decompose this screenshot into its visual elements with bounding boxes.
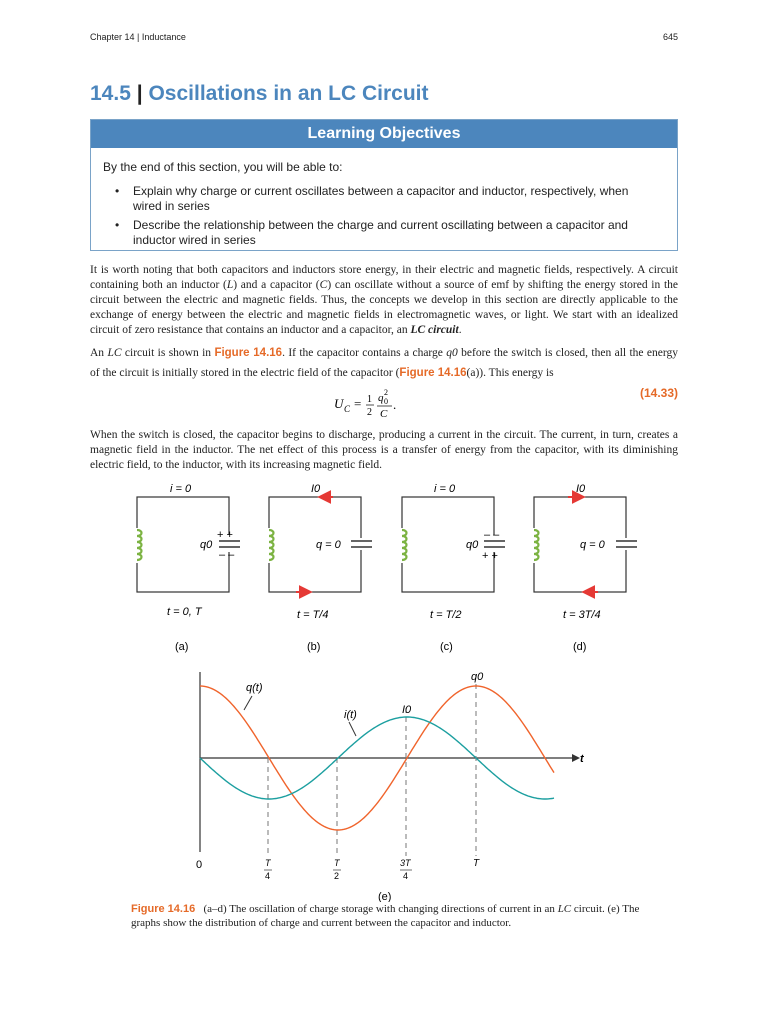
tick-label-3q-den: 4 (403, 871, 409, 881)
equation-render (334, 388, 414, 422)
i0-peak-label: I0 (402, 704, 412, 716)
section-number: 14.5 (90, 82, 131, 105)
panel-label-b: (b) (307, 641, 321, 653)
text-span: ) can oscillate without a source of emf by shifting the energy stored in the circuit between the electric and magnetic fields. Thus, the concepts we develop in this section are directly applicable to the exchange of energy between the electric and magnetic fields in electromagnetic waves, or light. We start with an idealized circuit of zero resistance that contains an inductor and a capacitor, an (90, 279, 678, 336)
circuit-b-side-label: q = 0 (316, 539, 341, 551)
tick-label-3q-num: 3T (400, 858, 411, 868)
eq-frac-num: 1 (367, 394, 372, 405)
eq-lhs: U (334, 396, 344, 411)
circuit-diagrams (0, 478, 768, 656)
circuit-b-time-label: t = T/4 (297, 609, 329, 621)
t-axis-label: t (580, 753, 584, 765)
learning-objectives-box (90, 119, 678, 251)
origin-label: 0 (196, 859, 203, 871)
circuit-d (528, 483, 637, 653)
paragraph-1 (90, 263, 678, 338)
circuit-a-top-label: i = 0 (170, 483, 192, 495)
objective-item-2: Describe the relationship between the charge and current oscillating between a capacitor and inductor wired in series (133, 218, 628, 247)
eq-period: . (393, 397, 397, 412)
eq-equals: = (354, 396, 362, 411)
circuit-c (396, 483, 505, 653)
circuit-a (131, 483, 240, 653)
text-span: circuit is shown in (121, 347, 215, 359)
paragraph-2 (90, 343, 678, 383)
bullet-icon: • (115, 218, 120, 232)
circuit-wire (269, 497, 361, 592)
minus-sign: – – (219, 549, 235, 561)
plus-sign: + + (217, 529, 233, 541)
panel-label-e: (e) (378, 891, 392, 902)
q0-peak-label: q0 (471, 671, 484, 683)
minus-sign: – – (484, 529, 500, 541)
circuit-d-side-label: q = 0 (580, 539, 605, 551)
eq-frac-den: 2 (367, 407, 372, 418)
circuit-a-time-label: t = 0, T (167, 606, 202, 618)
text-span: It is worth noting that both capacitors and inductors store energy, in their electric and magnetic fields, respectively. A circuit containing both an inductor ( (90, 264, 678, 291)
learning-objectives-heading: Learning Objectives (91, 120, 677, 148)
circuit-d-top-label: I0 (576, 483, 586, 495)
plus-sign: + + (482, 550, 498, 562)
tick-label-period: T (473, 858, 480, 869)
math-var: C (319, 279, 328, 291)
eq-q: q (378, 392, 384, 404)
panel-label-d: (d) (573, 641, 587, 653)
circuit-wire (402, 497, 494, 592)
section-title (90, 82, 429, 106)
text-span: (a–d) The oscillation of charge storage with changing directions of current in an (203, 903, 558, 915)
caption-label: Figure 14.16 (131, 903, 196, 915)
section-separator: | (136, 82, 143, 105)
equation-number: (14.33) (639, 386, 678, 400)
bullet-icon: • (115, 184, 120, 198)
text-span: circuit. (e) The graphs show the distribution of charge and current between the capacitor and inductor. (131, 903, 640, 929)
i-curve-label: i(t) (344, 709, 357, 721)
panel-label-c: (c) (440, 641, 453, 653)
eq-lhs-sub: C (344, 404, 351, 414)
learning-objectives-intro: By the end of this section, you will be able to: (103, 160, 343, 174)
tick-label-quarter-den: 4 (265, 871, 271, 881)
circuit-c-side-label: q0 (466, 539, 479, 551)
eq-den: C (380, 408, 388, 420)
figure-caption (131, 902, 651, 930)
circuit-a-side-label: q0 (200, 539, 213, 551)
tick-label-half-num: T (334, 858, 340, 868)
tick-label-quarter-num: T (265, 858, 271, 868)
circuit-wire (137, 497, 229, 592)
oscillation-graph (0, 660, 768, 902)
key-term: LC circuit (410, 324, 459, 336)
circuit-c-top-label: i = 0 (434, 483, 456, 495)
math-var: q0 (446, 347, 458, 359)
math-var: LC (557, 903, 572, 915)
text-span: An (90, 347, 108, 359)
figure-link[interactable]: Figure 14.16 (214, 347, 283, 359)
eq-q-sup: 2 (384, 388, 388, 397)
text-span: . If the capacitor contains a charge (282, 347, 447, 359)
text-span: ) and a capacitor ( (233, 279, 320, 291)
paragraph-3: When the switch is closed, the capacitor begins to discharge, producing a current in the circuit. The current, in turn, creates a magnetic field in the inductor. The net effect of this process is a transfer of energy from the capacitor, with its diminishing electric field, to the inductor, with its increasing magnetic field. (90, 429, 678, 471)
figure-link[interactable]: Figure 14.16 (399, 367, 467, 379)
running-header: Chapter 14 | Inductance (90, 32, 186, 42)
text-span: (a)). This energy is (466, 367, 554, 379)
circuit-b-top-label: I0 (311, 483, 321, 495)
text-span: before the switch is closed, then all the energy of the circuit is initially stored in the electric field of the capacitor ( (90, 347, 678, 379)
x-axis-arrow-icon (572, 754, 580, 762)
i-label-leader (349, 722, 356, 736)
q-label-leader (244, 696, 252, 710)
circuit-c-time-label: t = T/2 (430, 609, 462, 621)
q-curve-label: q(t) (246, 682, 263, 694)
eq-q-sub: 0 (384, 397, 388, 406)
circuit-d-time-label: t = 3T/4 (563, 609, 601, 621)
circuit-b (263, 483, 372, 653)
panel-label-a: (a) (175, 641, 189, 653)
page-number: 645 (662, 32, 678, 42)
equation-14-33 (334, 388, 414, 426)
text-span: . (458, 324, 462, 336)
math-var: L (226, 279, 234, 291)
objective-item-1: Explain why charge or current oscillates between a capacitor and inductor, respectively, when wired in series (133, 184, 629, 213)
section-title-text: Oscillations in an LC Circuit (148, 82, 429, 105)
math-var: LC (107, 347, 122, 359)
tick-label-half-den: 2 (334, 871, 340, 881)
